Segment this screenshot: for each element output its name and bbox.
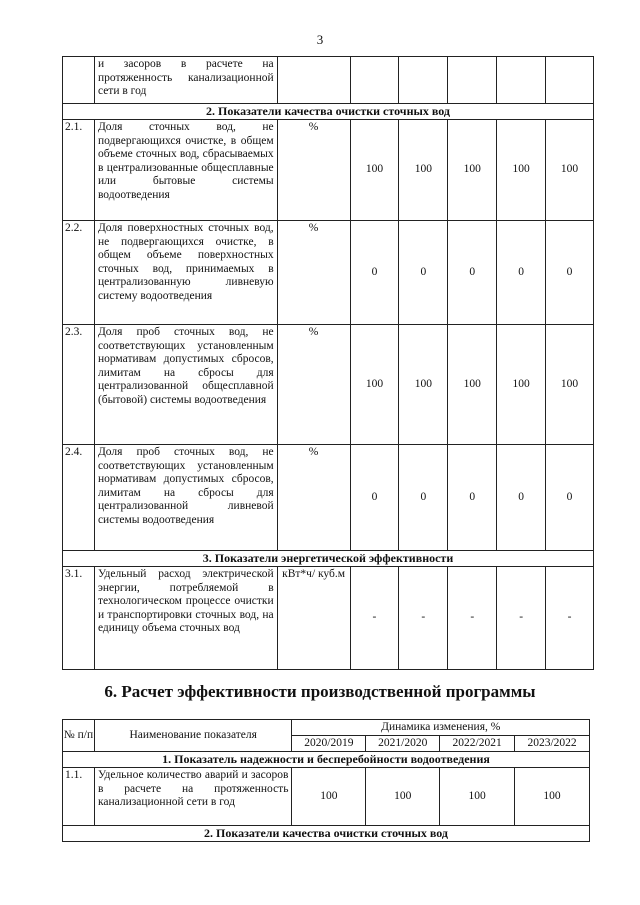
value-cell: 0 — [399, 221, 448, 325]
table-row — [63, 120, 594, 221]
value-cell: 100 — [292, 768, 366, 826]
section-title: 2. Показатели качества очистки сточных вод — [63, 104, 594, 120]
value-cell: 100 — [448, 120, 497, 221]
row-number: 2.2. — [63, 221, 95, 325]
value-cell: 100 — [350, 325, 399, 445]
header-dynamics: Динамика изменения, % — [292, 720, 590, 736]
table-row — [63, 768, 590, 826]
section-row — [63, 826, 590, 842]
unit-cell: кВт*ч/ куб.м — [277, 567, 350, 670]
value-cell: - — [546, 567, 594, 670]
header-row — [63, 720, 590, 736]
value-cell: - — [448, 567, 497, 670]
section-row — [63, 551, 594, 567]
section-title: 1. Показатель надежности и бесперебойности водоотведения — [63, 752, 590, 768]
section-row — [63, 752, 590, 768]
row-number: 3.1. — [63, 567, 95, 670]
row-number: 2.4. — [63, 445, 95, 551]
value-cell: 100 — [399, 325, 448, 445]
value-cell: 100 — [366, 768, 440, 826]
row-number: 2.1. — [63, 120, 95, 221]
value-cell: 100 — [448, 325, 497, 445]
section-title: 2. Показатели качества очистки сточных вод — [63, 826, 590, 842]
header-year: 2020/2019 — [292, 736, 366, 752]
unit-cell: % — [277, 120, 350, 221]
section-row — [63, 104, 594, 120]
value-cell: 0 — [497, 445, 546, 551]
value-cell: 100 — [440, 768, 515, 826]
value-cell: - — [399, 567, 448, 670]
value-cell: 100 — [515, 768, 590, 826]
indicators-table — [62, 56, 594, 670]
value-cell: - — [350, 567, 399, 670]
header-year: 2021/2020 — [366, 736, 440, 752]
unit-cell: % — [277, 221, 350, 325]
table-row — [63, 57, 594, 104]
indicator-name: Доля проб сточных вод, не соответствующих установленным нормативам допустимых сбросов, лимитам на сбросы для централизованной общесплавной (бытовой) системы водоотведения — [94, 325, 277, 445]
value-cell: 100 — [399, 120, 448, 221]
value-cell: 0 — [497, 221, 546, 325]
section-title: 3. Показатели энергетической эффективности — [63, 551, 594, 567]
value-cell: 100 — [350, 120, 399, 221]
header-name: Наименование показателя — [94, 720, 292, 752]
indicator-name: Доля сточных вод, не подвергающихся очистке, в общем объеме сточных вод, сбрасываемых в централизованные общесплавные или бытовые системы водоотведения — [94, 120, 277, 221]
table-row — [63, 567, 594, 670]
table-row — [63, 445, 594, 551]
value-cell: 100 — [546, 325, 594, 445]
value-cell: 0 — [546, 221, 594, 325]
header-year: 2022/2021 — [440, 736, 515, 752]
value-cell: 0 — [448, 221, 497, 325]
value-cell: 0 — [399, 445, 448, 551]
efficiency-table — [62, 719, 590, 842]
value-cell: 100 — [497, 325, 546, 445]
value-cell: 0 — [546, 445, 594, 551]
value-cell: - — [497, 567, 546, 670]
value-cell: 100 — [546, 120, 594, 221]
value-cell: 0 — [350, 445, 399, 551]
indicator-name: и засоров в расчете на протяженность канализационной сети в год — [94, 57, 277, 104]
value-cell: 0 — [350, 221, 399, 325]
unit-cell: % — [277, 325, 350, 445]
value-cell: 0 — [448, 445, 497, 551]
indicator-name: Удельное количество аварий и засоров в расчете на протяженность канализационной сети в год — [94, 768, 292, 826]
table-row — [63, 325, 594, 445]
header-num: № п/п — [63, 720, 95, 752]
row-number: 2.3. — [63, 325, 95, 445]
indicator-name: Удельный расход электрической энергии, потребляемой в технологическом процессе очистки и транспортировки сточных вод, на единицу объема сточных вод — [94, 567, 277, 670]
header-year: 2023/2022 — [515, 736, 590, 752]
indicator-name: Доля поверхностных сточных вод, не подвергающихся очистке, в общем объеме поверхностных сточных вод, принимаемых в централизованную ливневую систему водоотведения — [94, 221, 277, 325]
value-cell: 100 — [497, 120, 546, 221]
page-number: 3 — [316, 32, 324, 47]
section-heading: 6. Расчет эффективности производственной программы — [104, 682, 536, 701]
row-number: 1.1. — [63, 768, 95, 826]
table-row — [63, 221, 594, 325]
unit-cell: % — [277, 445, 350, 551]
indicator-name: Доля проб сточных вод, не соответствующих установленным нормативам допустимых сбросов, лимитам на сбросы для централизованной ливневой системы водоотведения — [94, 445, 277, 551]
